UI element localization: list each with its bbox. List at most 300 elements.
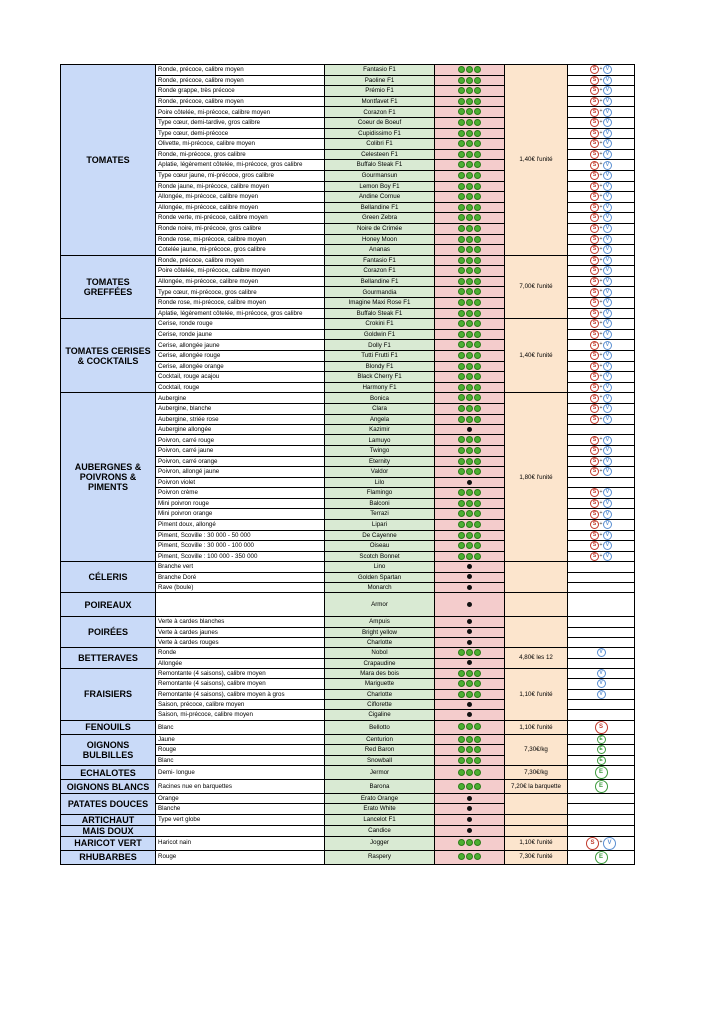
vigor-green-dot-icon [474,510,481,517]
label-s-badge-icon: S [590,383,599,392]
vigor-cell [435,393,505,404]
vigor-cell [435,658,505,668]
vigor-cell [435,245,505,256]
variety-cell: Celesteen F1 [325,149,435,160]
vigor-green-dot-icon [458,468,465,475]
label-v-badge-icon: V [603,330,612,339]
vigor-green-dot-icon [458,384,465,391]
vigor-green-dot-icon [474,320,481,327]
vigor-cell [435,648,505,658]
label-s-badge-icon: S [590,436,599,445]
vigor-green-dot-icon [466,853,473,860]
vigor-cell [435,298,505,309]
label-v-badge-icon: V [603,436,612,445]
price-cell: 7,30€ l'unité [505,850,568,864]
variety-cell: Jermor [325,766,435,780]
label-s-badge-icon: S [590,309,599,318]
label-cell [568,477,635,487]
description-cell: Cerise, ronde jaune [156,329,325,340]
description-cell: Poire côtelée, mi-précoce, calibre moyen [156,107,325,118]
label-cell [568,117,635,128]
description-cell: Poivron, carré jaune [156,446,325,457]
vigor-green-dot-icon [458,839,465,846]
vigor-green-dot-icon [466,783,473,790]
label-v-badge-icon: V [603,404,612,413]
label-cell [568,617,635,627]
vigor-cell [435,276,505,287]
label-cell [568,488,635,499]
category-cell: BETTERAVES [61,648,156,669]
plus-sign: + [599,224,603,231]
label-cell [568,582,635,592]
label-cell [568,276,635,287]
label-v-badge-icon: V [603,65,612,74]
variety-cell: Lipari [325,519,435,530]
vigor-cell [435,192,505,203]
label-v-badge-icon: V [603,277,612,286]
vigor-green-dot-icon [466,769,473,776]
variety-cell: Corazon F1 [325,107,435,118]
label-e-badge-icon: E [595,780,608,793]
variety-cell: Nobol [325,648,435,658]
variety-cell: Balconi [325,498,435,509]
vigor-green-dot-icon [458,299,465,306]
price-cell: 7,20€ la barquette [505,780,568,794]
vigor-green-dot-icon [466,236,473,243]
vigor-green-dot-icon [458,140,465,147]
label-s-badge-icon: S [590,319,599,328]
label-s-badge-icon: S [590,457,599,466]
label-cell [568,850,635,864]
vigor-green-dot-icon [466,521,473,528]
vigor-green-dot-icon [474,746,481,753]
description-cell: Poivron violet [156,477,325,487]
vigor-green-dot-icon [466,161,473,168]
plus-sign: + [599,320,603,327]
vigor-green-dot-icon [458,331,465,338]
vigor-cell [435,766,505,780]
label-cell [568,562,635,572]
label-s-badge-icon: S [595,721,608,734]
vigor-green-dot-icon [466,183,473,190]
vigor-green-dot-icon [458,510,465,517]
category-cell: ECHALOTES [61,766,156,780]
plus-sign: + [599,405,603,411]
vigor-green-dot-icon [474,66,481,73]
vigor-green-dot-icon [458,405,465,412]
vigor-cell [435,329,505,340]
category-cell: TOMATES [61,65,156,256]
label-e-badge-icon: E [595,851,608,864]
label-cell [568,804,635,814]
vigor-green-dot-icon [474,468,481,475]
vigor-green-dot-icon [458,373,465,380]
vigor-cell [435,814,505,825]
vigor-cell [435,139,505,150]
label-cell [568,551,635,562]
vigor-green-dot-icon [466,680,473,687]
vigor-green-dot-icon [458,416,465,423]
description-cell: Poivron, carré orange [156,456,325,467]
vigor-green-dot-icon [458,447,465,454]
variety-cell: Gourmandia [325,287,435,298]
label-cell [568,404,635,415]
category-cell: TOMATES CERISES & COCKTAILS [61,319,156,393]
label-v-badge-icon: V [603,520,612,529]
label-cell [568,319,635,330]
label-cell [568,213,635,224]
vigor-green-dot-icon [466,436,473,443]
vigor-green-dot-icon [466,405,473,412]
description-cell: Type vert globe [156,814,325,825]
vigor-green-dot-icon [474,436,481,443]
vigor-green-dot-icon [466,352,473,359]
plant-table [60,64,635,865]
vigor-cell [435,562,505,572]
vigor-green-dot-icon [458,670,465,677]
label-s-badge-icon: S [590,266,599,275]
label-cell [568,223,635,234]
variety-cell: Goldwin F1 [325,329,435,340]
variety-cell: Bellandine F1 [325,276,435,287]
vigor-green-dot-icon [458,278,465,285]
label-s-badge-icon: S [590,171,599,180]
vigor-cell [435,836,505,850]
vigor-green-dot-icon [458,257,465,264]
vigor-green-dot-icon [458,87,465,94]
description-cell: Cocktail, rouge acajou [156,372,325,383]
vigor-green-dot-icon [458,236,465,243]
description-cell: Ronde jaune, mi-précoce, calibre moyen [156,181,325,192]
description-cell: Piment, Scoville : 30 000 - 100 000 [156,541,325,552]
plus-sign: + [599,288,603,295]
plus-sign: + [599,161,603,168]
label-cell [568,498,635,509]
vigor-cell [435,477,505,487]
vigor-green-dot-icon [458,458,465,465]
label-cell [568,202,635,213]
description-cell: Type cœur, demi-tardive, gros calibre [156,117,325,128]
vigor-green-dot-icon [466,98,473,105]
label-cell [568,648,635,658]
table-row [61,255,635,266]
description-cell: Mini poivron rouge [156,498,325,509]
vigor-green-dot-icon [474,172,481,179]
vigor-green-dot-icon [458,246,465,253]
description-cell: Verte à cardes blanches [156,617,325,627]
label-cell [568,351,635,362]
label-v-badge-icon: V [603,192,612,201]
vigor-green-dot-icon [466,384,473,391]
plus-sign: + [599,531,603,538]
label-cell [568,689,635,699]
label-s-badge-icon: S [590,182,599,191]
vigor-green-dot-icon [474,691,481,698]
variety-cell: Lino [325,562,435,572]
description-cell: Rouge [156,745,325,755]
vigor-green-dot-icon [474,553,481,560]
label-cell [568,794,635,804]
vigor-green-dot-icon [474,236,481,243]
plus-sign: + [599,118,603,125]
variety-cell: Ampuis [325,617,435,627]
vigor-cell [435,637,505,647]
table-row [61,794,635,804]
price-cell: 1,40€ l'unité [505,319,568,393]
description-cell: Racines nue en barquettes [156,780,325,794]
description-cell: Ronde [156,648,325,658]
plus-sign: + [599,246,603,253]
variety-cell: Lilo [325,477,435,487]
vigor-green-dot-icon [458,691,465,698]
vigor-green-dot-icon [458,532,465,539]
label-s-badge-icon: S [586,837,599,850]
label-s-badge-icon: S [590,404,599,413]
vigor-green-dot-icon [474,723,481,730]
vigor-green-dot-icon [474,183,481,190]
label-s-badge-icon: S [590,76,599,85]
vigor-green-dot-icon [474,193,481,200]
vigor-cell [435,404,505,415]
vigor-black-dot-icon [467,602,472,607]
label-v-badge-icon: V [603,139,612,148]
vigor-green-dot-icon [474,77,481,84]
variety-cell: Monarch [325,582,435,592]
variety-cell: Buffalo Steak F1 [325,160,435,171]
label-cell [568,541,635,552]
label-v-badge-icon: V [603,446,612,455]
description-cell: Ronde rose, mi-précoce, calibre moyen [156,234,325,245]
vigor-black-dot-icon [467,427,472,432]
vigor-cell [435,361,505,372]
description-cell: Type cœur, demi-précoce [156,128,325,139]
plus-sign: + [599,193,603,200]
variety-cell: Lamuyo [325,435,435,446]
plus-sign: + [599,436,603,443]
plus-sign: + [599,267,603,274]
label-cell [568,766,635,780]
label-s-badge-icon: S [590,213,599,222]
label-s-badge-icon: S [590,541,599,550]
description-cell: Poivron crème [156,488,325,499]
table-row [61,720,635,734]
vigor-green-dot-icon [458,680,465,687]
label-e-badge-icon: E [595,766,608,779]
vigor-green-dot-icon [474,161,481,168]
label-s-badge-icon: S [590,245,599,254]
category-cell: ARTICHAUT [61,814,156,825]
vigor-green-dot-icon [466,489,473,496]
category-cell: AUBERGNES & POIVRONS & PIMENTS [61,393,156,562]
vigor-cell [435,850,505,864]
label-s-badge-icon: S [590,256,599,265]
vigor-green-dot-icon [466,278,473,285]
label-cell [568,658,635,668]
description-cell: Ronde, précoce, calibre moyen [156,65,325,76]
description-cell: Verte à cardes jaunes [156,627,325,637]
description-cell: Rave (boule) [156,582,325,592]
label-v-badge-icon: V [603,118,612,127]
price-cell [505,562,568,593]
description-cell: Cerise, allongée jaune [156,340,325,351]
description-cell: Ronde, mi-précoce, gros calibre [156,149,325,160]
label-cell [568,181,635,192]
vigor-cell [435,96,505,107]
description-cell [156,593,325,617]
vigor-cell [435,340,505,351]
category-cell: RHUBARBES [61,850,156,864]
plus-sign: + [599,97,603,104]
vigor-green-dot-icon [474,736,481,743]
label-v-badge-icon: V [603,298,612,307]
table-row [61,825,635,836]
label-s-badge-icon: S [590,235,599,244]
vigor-cell [435,710,505,720]
price-cell: 1,80€ l'unité [505,393,568,562]
variety-cell: Jogger [325,836,435,850]
variety-cell: Andine Cornue [325,192,435,203]
table-row [61,766,635,780]
label-v-badge-icon: V [597,679,606,688]
plus-sign: + [599,373,603,380]
vigor-green-dot-icon [458,214,465,221]
variety-cell: Bright yellow [325,627,435,637]
vigor-black-dot-icon [467,817,472,822]
label-v-badge-icon: V [603,309,612,318]
vigor-cell [435,780,505,794]
label-s-badge-icon: S [590,552,599,561]
description-cell: Ronde grappe, très précoce [156,86,325,97]
description-cell: Cocktail, rouge [156,382,325,393]
vigor-cell [435,414,505,425]
variety-cell: Terrazi [325,509,435,520]
variety-cell: Flamingo [325,488,435,499]
table-row [61,617,635,627]
description-cell: Poivron, allongé jaune [156,467,325,478]
description-cell: Allongée, mi-précoce, calibre moyen [156,192,325,203]
vigor-green-dot-icon [458,649,465,656]
label-cell [568,139,635,150]
plus-sign: + [599,839,603,846]
vigor-green-dot-icon [466,310,473,317]
label-s-badge-icon: S [590,330,599,339]
price-cell [505,814,568,825]
table-row [61,734,635,744]
category-cell: MAIS DOUX [61,825,156,836]
label-cell [568,160,635,171]
description-cell: Poivron, carré rouge [156,435,325,446]
label-cell [568,414,635,425]
price-cell: 7,30€/kg [505,734,568,765]
plus-sign: + [599,542,603,549]
variety-cell: Armor [325,593,435,617]
vigor-cell [435,498,505,509]
label-s-badge-icon: S [590,161,599,170]
vigor-black-dot-icon [467,629,472,634]
description-cell: Saison, mi-précoce, calibre moyen [156,710,325,720]
variety-cell: Barona [325,780,435,794]
vigor-green-dot-icon [474,87,481,94]
vigor-cell [435,617,505,627]
label-cell [568,446,635,457]
label-v-badge-icon: V [603,394,612,403]
vigor-cell [435,804,505,814]
label-s-badge-icon: S [590,531,599,540]
vigor-cell [435,160,505,171]
vigor-cell [435,668,505,678]
label-v-badge-icon: V [603,203,612,212]
label-cell [568,627,635,637]
label-cell [568,96,635,107]
label-v-badge-icon: V [597,648,606,657]
vigor-green-dot-icon [474,853,481,860]
plus-sign: + [599,468,603,475]
label-v-badge-icon: V [603,341,612,350]
label-cell [568,825,635,836]
vigor-cell [435,382,505,393]
description-cell: Ronde, précoce, calibre moyen [156,255,325,266]
label-cell [568,509,635,520]
vigor-green-dot-icon [474,225,481,232]
variety-cell: Tutti Frutti F1 [325,351,435,362]
vigor-green-dot-icon [466,140,473,147]
vigor-green-dot-icon [466,468,473,475]
category-cell: CÉLERIS [61,562,156,593]
category-cell: HARICOT VERT [61,836,156,850]
vigor-green-dot-icon [474,140,481,147]
vigor-green-dot-icon [466,723,473,730]
variety-cell: Paoline F1 [325,75,435,86]
vigor-green-dot-icon [458,204,465,211]
vigor-green-dot-icon [466,130,473,137]
plus-sign: + [599,171,603,178]
variety-cell: Bonica [325,393,435,404]
price-cell [505,617,568,648]
label-e-badge-icon: E [597,745,606,754]
label-s-badge-icon: S [590,446,599,455]
label-s-badge-icon: S [590,129,599,138]
variety-cell: Mariguette [325,679,435,689]
vigor-cell [435,65,505,76]
vigor-cell [435,86,505,97]
vigor-cell [435,530,505,541]
label-s-badge-icon: S [590,499,599,508]
vigor-green-dot-icon [474,405,481,412]
vigor-green-dot-icon [466,331,473,338]
description-cell: Remontante (4 saisons), calibre moyen [156,679,325,689]
label-cell [568,340,635,351]
variety-cell: Angela [325,414,435,425]
label-s-badge-icon: S [590,108,599,117]
description-cell: Ronde rose, mi-précoce, calibre moyen [156,298,325,309]
vigor-green-dot-icon [458,288,465,295]
vigor-black-dot-icon [467,806,472,811]
variety-cell: Black Cherry F1 [325,372,435,383]
description-cell: Olivette, mi-précoce, calibre moyen [156,139,325,150]
table-row [61,562,635,572]
label-cell [568,128,635,139]
label-s-badge-icon: S [590,467,599,476]
label-cell [568,814,635,825]
vigor-cell [435,700,505,710]
description-cell: Verte à cardes rouges [156,637,325,647]
vigor-cell [435,213,505,224]
table-row [61,668,635,678]
label-v-badge-icon: V [603,76,612,85]
vigor-green-dot-icon [466,214,473,221]
description-cell: Haricot nain [156,836,325,850]
vigor-green-dot-icon [466,746,473,753]
